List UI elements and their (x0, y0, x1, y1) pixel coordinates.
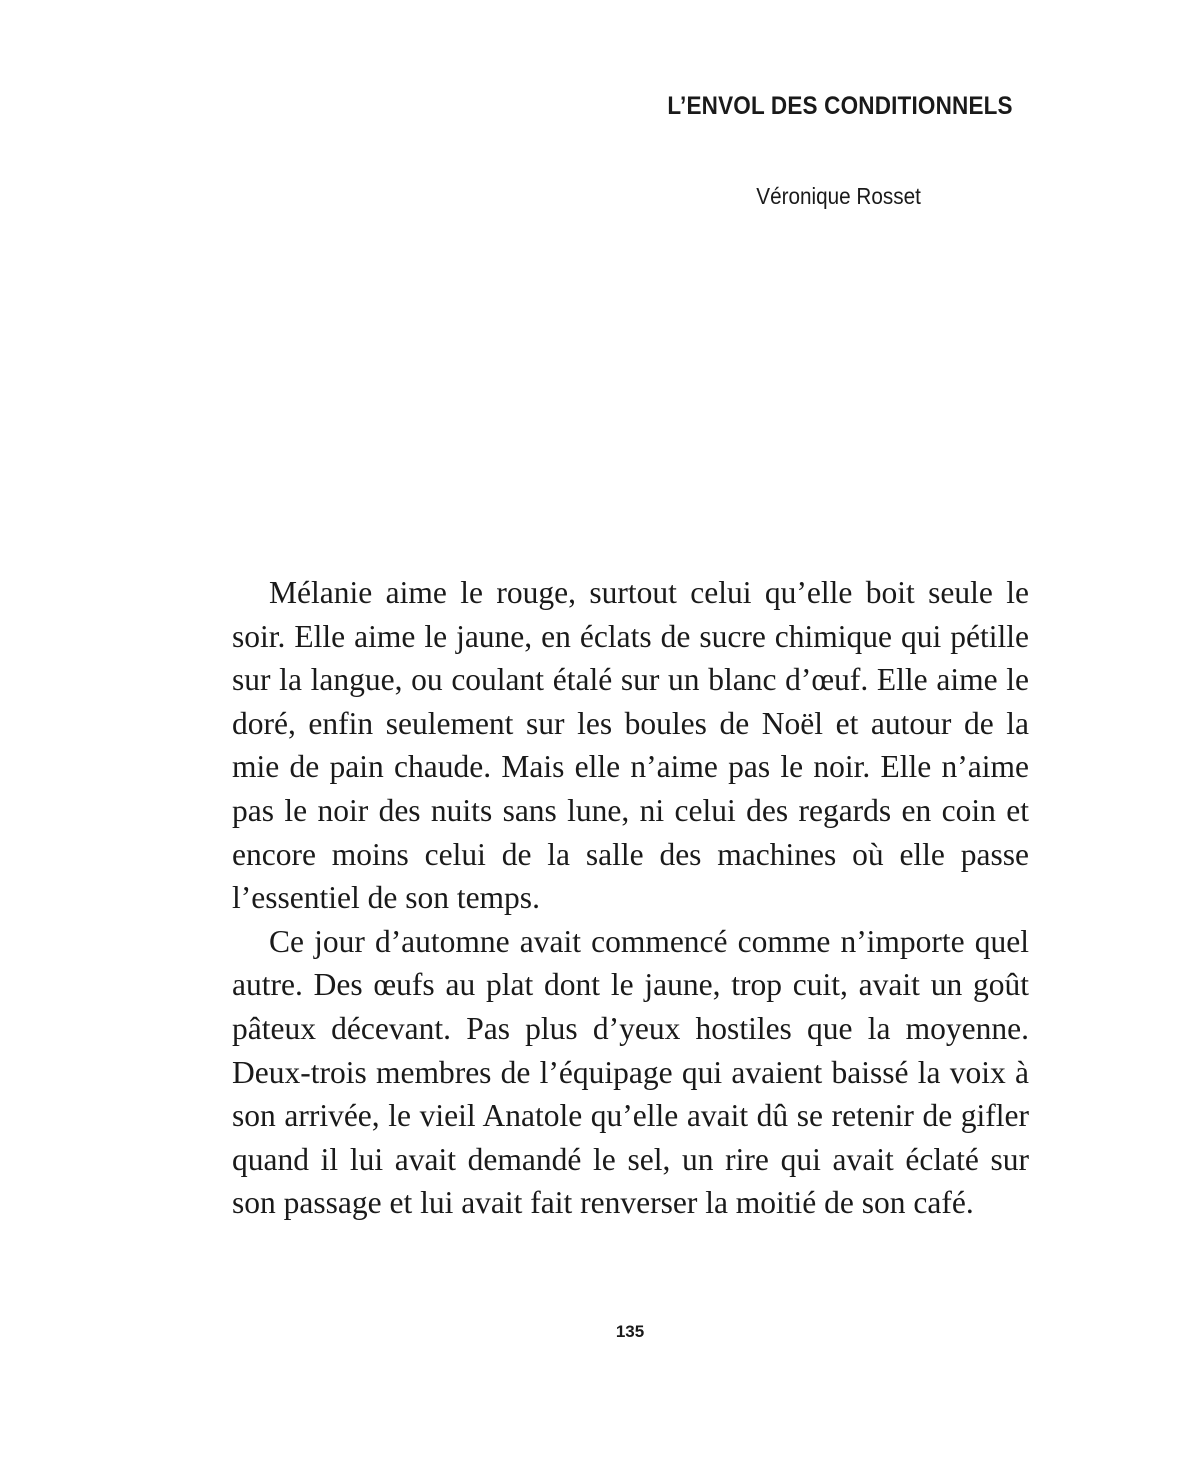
paragraph: Mélanie aime le rouge, surtout celui qu’elle boit seule le soir. Elle aime le jaune, en éclats de sucre chimique qui pétille sur la langue, ou coulant étalé sur un blanc d’œuf. Elle aime le doré, enfin seulement sur les boules de Noël et autour de la mie de pain chaude. Mais elle n’aime pas le noir. Elle n’aime pas le noir des nuits sans lune, ni celui des regards en coin et encore moins celui de la salle des machines où elle passe l’essentiel de son temps. (232, 575, 1029, 916)
paragraph: Ce jour d’automne avait commencé comme n’importe quel autre. Des œufs au plat dont le jaune, trop cuit, avait un goût pâteux décevant. Pas plus d’yeux hostiles que la moyenne. Deux-trois membres de l’équipage qui avaient baissé la voix à son arrivée, le vieil Anatole qu’elle avait dû se retenir de gifler quand il lui avait demandé le sel, un rire qui avait éclaté sur son passage et lui avait fait renverser la moitié de son café. (232, 923, 1029, 1221)
page-number: 135 (615, 1322, 645, 1341)
story-body (232, 571, 1029, 1225)
story-title: L’ENVOL DES CONDITIONNELS (667, 92, 1013, 120)
author-name: Véronique Rosset (756, 183, 921, 209)
